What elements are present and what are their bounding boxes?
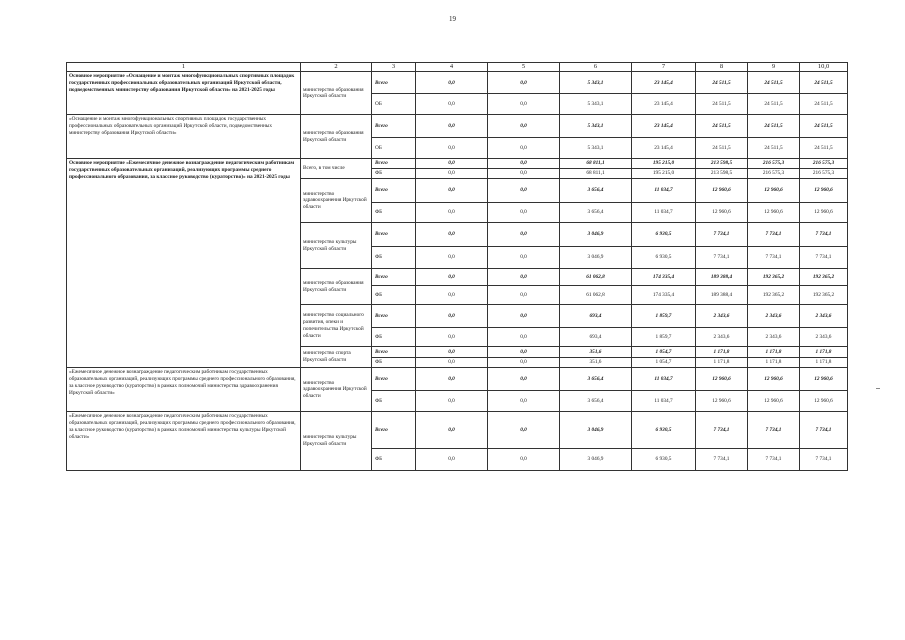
value-cell: 351,6 [560,347,632,358]
value-cell: 0,0 [488,94,560,115]
value-cell: 5 343,1 [560,138,632,159]
funding-source-cell: ФБ [372,169,416,179]
table-row [67,115,848,138]
value-cell: 24 511,5 [696,94,748,115]
value-cell: 192 365,2 [748,269,800,286]
funding-source-cell: ФБ [372,358,416,368]
value-cell: 213 598,5 [696,159,748,169]
value-cell: 189 388,4 [696,286,748,305]
value-cell: 12 960,6 [748,203,800,223]
value-cell: 11 034,7 [632,179,696,203]
value-cell: 1 171,8 [800,347,848,358]
value-cell: 3 046,9 [560,223,632,247]
value-cell: 0,0 [416,223,488,247]
value-cell: 3 656,4 [560,179,632,203]
value-cell: 7 734,1 [748,247,800,269]
funding-source-cell: ФБ [372,286,416,305]
value-cell: 0,0 [416,169,488,179]
header-cell: 7 [632,63,696,72]
measure-name: Основное мероприятие «Ежемесячное денежное вознаграждение педагогическим работникам государственных образовательных организаций, реализующих программы среднего профессионального образования, за классное руководство (кураторство)» на 2021-2025 годы [69,160,295,181]
funding-table [66,62,848,471]
measure-name-cell [67,72,301,115]
value-cell: 23 145,4 [632,72,696,94]
value-cell: 24 511,5 [696,72,748,94]
value-cell: 11 034,7 [632,203,696,223]
value-cell: 7 734,1 [696,247,748,269]
value-cell: 7 734,1 [748,223,800,247]
header-cell: 9 [748,63,800,72]
executor-cell: министерство здравоохранения Иркутской области [301,368,372,412]
value-cell: 693,4 [560,305,632,328]
value-cell: 3 656,4 [560,391,632,412]
value-cell: 1 171,8 [800,358,848,368]
value-cell: 7 734,1 [800,223,848,247]
value-cell: 0,0 [416,286,488,305]
value-cell: 12 960,6 [696,368,748,391]
value-cell: 68 811,1 [560,159,632,169]
header-cell: 1 [67,63,301,72]
value-cell: 12 960,6 [748,368,800,391]
funding-source-cell: Всего [372,223,416,247]
funding-source-cell: Всего [372,179,416,203]
value-cell: 2 343,6 [800,305,848,328]
value-cell: 3 046,9 [560,247,632,269]
value-cell: 192 365,2 [748,286,800,305]
value-cell: 0,0 [416,72,488,94]
value-cell: 0,0 [416,358,488,368]
value-cell: 0,0 [488,449,560,471]
measure-name: «Оснащение и монтаж многофункциональных спортивных площадок государственных профессиональных образовательных организаций Иркутской области, подведомственных министерству образования Иркутской области» [69,116,272,137]
value-cell: 1 859,7 [632,328,696,347]
value-cell: 24 511,5 [748,115,800,138]
funding-source-cell: Всего [372,412,416,449]
value-cell: 1 171,8 [696,358,748,368]
table-row [67,368,848,391]
margin-mark [876,388,880,389]
header-cell: 2 [301,63,372,72]
value-cell: 11 034,7 [632,368,696,391]
value-cell: 0,0 [416,94,488,115]
value-cell: 24 511,5 [748,72,800,94]
value-cell: 693,4 [560,328,632,347]
measure-name: «Ежемесячное денежное вознаграждение педагогическим работникам государственных образовательных организаций, реализующих программы среднего профессионального образования, за классное руководство (кураторство) в рамках полномочий министерства здравоохранения Иркутской области» [69,369,296,396]
header-cell: 5 [488,63,560,72]
value-cell: 3 046,9 [560,412,632,449]
value-cell: 12 960,6 [696,179,748,203]
value-cell: 0,0 [488,286,560,305]
value-cell: 61 062,8 [560,286,632,305]
executor-cell: министерство спорта Иркутской области [301,347,372,368]
funding-source-cell: ФБ [372,247,416,269]
value-cell: 12 960,6 [800,368,848,391]
measure-name: Основное мероприятие «Оснащение и монтаж многофункциональных спортивных площадок государственных профессиональных образовательных организаций Иркутской области, подведомственных министерству образования Иркутской области» на 2021-2025 годы [69,73,295,94]
value-cell: 0,0 [416,391,488,412]
value-cell: 0,0 [416,179,488,203]
value-cell: 0,0 [488,305,560,328]
value-cell: 1 171,8 [748,347,800,358]
value-cell: 0,0 [416,368,488,391]
value-cell: 0,0 [488,358,560,368]
funding-source-cell: Всего [372,305,416,328]
value-cell: 213 598,5 [696,169,748,179]
value-cell: 0,0 [488,159,560,169]
value-cell: 12 960,6 [800,391,848,412]
value-cell: 0,0 [488,269,560,286]
value-cell: 7 734,1 [800,449,848,471]
funding-source-cell: Всего [372,368,416,391]
value-cell: 24 511,5 [748,94,800,115]
measure-name-cell [67,159,301,368]
value-cell: 189 388,4 [696,269,748,286]
value-cell: 195 215,0 [632,169,696,179]
value-cell: 12 960,6 [800,203,848,223]
value-cell: 174 335,4 [632,269,696,286]
value-cell: 24 511,5 [800,94,848,115]
value-cell: 24 511,5 [800,72,848,94]
value-cell: 0,0 [488,328,560,347]
value-cell: 1 054,7 [632,358,696,368]
value-cell: 23 145,4 [632,138,696,159]
table-row [67,159,848,169]
value-cell: 5 343,1 [560,94,632,115]
value-cell: 68 811,1 [560,169,632,179]
value-cell: 7 734,1 [696,223,748,247]
value-cell: 0,0 [416,412,488,449]
value-cell: 7 734,1 [748,449,800,471]
value-cell: 2 343,6 [748,328,800,347]
header-cell: 3 [372,63,416,72]
value-cell: 2 343,6 [748,305,800,328]
value-cell: 0,0 [488,203,560,223]
value-cell: 24 511,5 [800,115,848,138]
header-cell: 8 [696,63,748,72]
value-cell: 0,0 [488,247,560,269]
value-cell: 0,0 [488,169,560,179]
value-cell: 12 960,6 [800,179,848,203]
value-cell: 0,0 [416,138,488,159]
value-cell: 6 930,5 [632,449,696,471]
value-cell: 12 960,6 [748,391,800,412]
value-cell: 7 734,1 [800,412,848,449]
value-cell: 216 575,3 [800,159,848,169]
executor-cell: министерство образования Иркутской области [301,72,372,115]
value-cell: 0,0 [488,223,560,247]
value-cell: 192 365,2 [800,286,848,305]
value-cell: 0,0 [488,412,560,449]
value-cell: 0,0 [416,247,488,269]
value-cell: 1 054,7 [632,347,696,358]
page-number: 19 [449,15,456,23]
executor-cell: министерство здравоохранения Иркутской области [301,179,372,223]
value-cell: 216 575,3 [748,159,800,169]
header-cell: 4 [416,63,488,72]
header-cell: 10,0 [800,63,848,72]
value-cell: 7 734,1 [696,449,748,471]
value-cell: 1 859,7 [632,305,696,328]
value-cell: 0,0 [416,269,488,286]
value-cell: 3 656,4 [560,203,632,223]
value-cell: 7 734,1 [800,247,848,269]
value-cell: 5 343,1 [560,72,632,94]
value-cell: 11 034,7 [632,391,696,412]
value-cell: 351,6 [560,358,632,368]
value-cell: 24 511,5 [800,138,848,159]
value-cell: 0,0 [416,159,488,169]
value-cell: 6 930,5 [632,412,696,449]
measure-name-cell [67,368,301,412]
funding-source-cell: ФБ [372,391,416,412]
table-row [67,412,848,449]
funding-source-cell: ФБ [372,203,416,223]
value-cell: 216 575,3 [800,169,848,179]
funding-source-cell: Всего [372,269,416,286]
funding-source-cell: Всего [372,159,416,169]
value-cell: 0,0 [488,115,560,138]
funding-source-cell: Всего [372,115,416,138]
value-cell: 3 046,9 [560,449,632,471]
value-cell: 7 734,1 [696,412,748,449]
value-cell: 0,0 [416,347,488,358]
measure-name-cell [67,115,301,159]
value-cell: 7 734,1 [748,412,800,449]
funding-source-cell: Всего [372,72,416,94]
value-cell: 216 575,3 [748,169,800,179]
executor-cell: министерство социального развития, опеки и попечительства Иркутской области [301,305,372,347]
value-cell: 24 511,5 [696,138,748,159]
value-cell: 23 145,4 [632,115,696,138]
value-cell: 2 343,6 [696,305,748,328]
value-cell: 3 656,4 [560,368,632,391]
value-cell: 0,0 [488,391,560,412]
table-header-row [67,63,848,72]
value-cell: 1 171,8 [748,358,800,368]
funding-source-cell: ОБ [372,94,416,115]
value-cell: 24 511,5 [748,138,800,159]
value-cell: 0,0 [488,368,560,391]
funding-source-cell: ОБ [372,138,416,159]
funding-source-cell: Всего [372,347,416,358]
header-cell: 6 [560,63,632,72]
value-cell: 6 930,5 [632,247,696,269]
value-cell: 5 343,1 [560,115,632,138]
value-cell: 61 062,8 [560,269,632,286]
value-cell: 0,0 [488,138,560,159]
value-cell: 0,0 [416,115,488,138]
executor-cell: министерство культуры Иркутской области [301,223,372,269]
value-cell: 23 145,4 [632,94,696,115]
value-cell: 6 930,5 [632,223,696,247]
value-cell: 24 511,5 [696,115,748,138]
value-cell: 1 171,8 [696,347,748,358]
executor-cell: министерство образования Иркутской области [301,269,372,305]
value-cell: 195 215,0 [632,159,696,169]
value-cell: 0,0 [416,203,488,223]
value-cell: 0,0 [488,72,560,94]
table-row [67,72,848,94]
value-cell: 0,0 [416,449,488,471]
funding-source-cell: ФБ [372,449,416,471]
funding-source-cell: ФБ [372,328,416,347]
measure-name-cell [67,412,301,471]
executor-cell: министерство культуры Иркутской области [301,412,372,471]
value-cell: 192 365,2 [800,269,848,286]
executor-cell: Всего, в том числе [301,159,372,179]
value-cell: 12 960,6 [748,179,800,203]
table-body [67,63,848,471]
value-cell: 0,0 [416,305,488,328]
executor-cell: министерство образования Иркутской области [301,115,372,159]
value-cell: 12 960,6 [696,203,748,223]
value-cell: 0,0 [488,179,560,203]
value-cell: 2 343,6 [696,328,748,347]
measure-name: «Ежемесячное денежное вознаграждение педагогическим работникам государственных образовательных организаций, реализующих программы среднего профессионального образования, за классное руководство (кураторство) в рамках полномочий министерства культуры Иркутской области» [69,413,296,440]
value-cell: 0,0 [416,328,488,347]
value-cell: 12 960,6 [696,391,748,412]
value-cell: 2 343,6 [800,328,848,347]
value-cell: 0,0 [488,347,560,358]
value-cell: 174 335,4 [632,286,696,305]
